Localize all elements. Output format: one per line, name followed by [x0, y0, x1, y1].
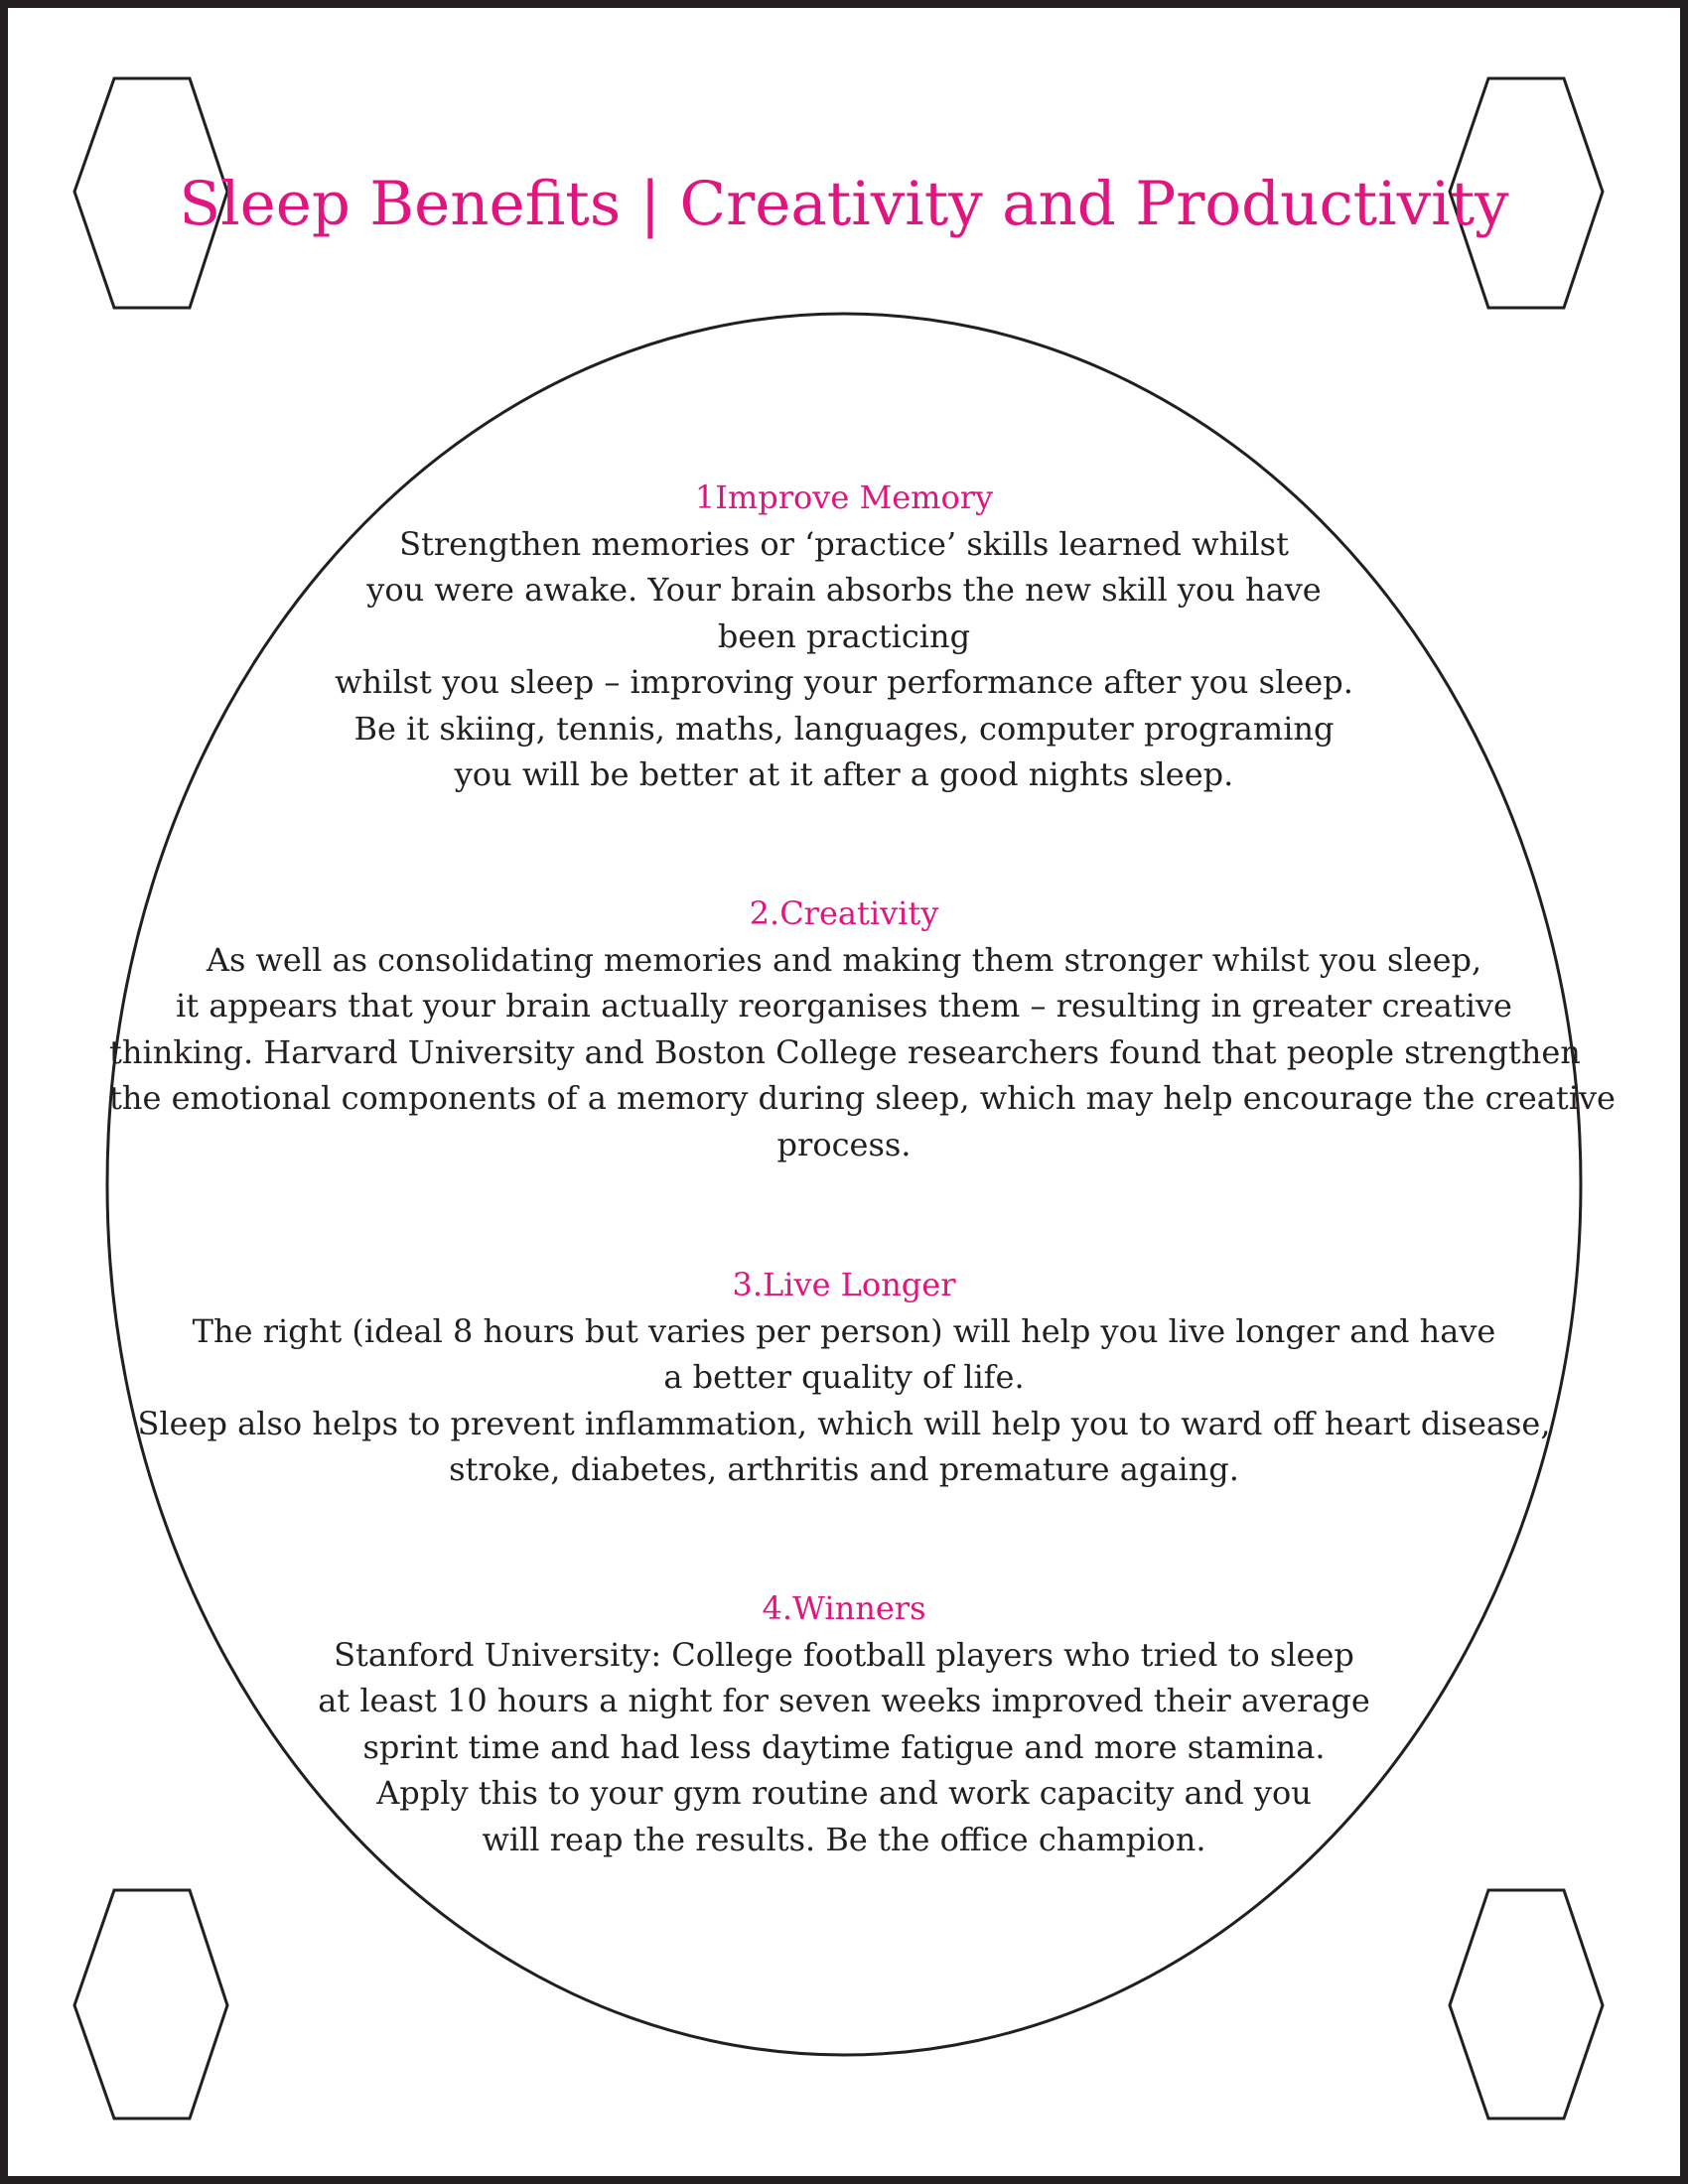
section-heading: 4.Winners: [762, 1589, 926, 1627]
body-line: Apply this to your gym routine and work capacity and you: [376, 1774, 1312, 1812]
body-line: you were awake. Your brain absorbs the new skill you have: [366, 571, 1322, 609]
hexagon-icon-bottom-right: [1450, 1890, 1603, 2118]
body-line: a better quality of life.: [663, 1358, 1025, 1396]
body-line: you will be better at it after a good nights sleep.: [454, 755, 1234, 793]
page-title: Sleep Benefits | Creativity and Productivity: [179, 169, 1509, 239]
body-line: As well as consolidating memories and making them stronger whilst you sleep,: [206, 940, 1482, 979]
section-heading: 1Improve Memory: [694, 478, 994, 516]
body-line: whilst you sleep – improving your performance after you sleep.: [335, 663, 1353, 701]
body-line: Sleep also helps to prevent inflammation, which will help you to ward off heart disease,: [137, 1404, 1551, 1442]
body-line: Stanford University: College football players who tried to sleep: [334, 1635, 1354, 1674]
body-line: Strengthen memories or ‘practice’ skills learned whilst: [399, 524, 1289, 563]
body-line: process.: [776, 1125, 912, 1163]
body-line: Be it skiing, tennis, maths, languages, computer programing: [353, 709, 1335, 748]
section-live-longer: [109, 1262, 1579, 1493]
section-heading: 2.Creativity: [749, 894, 939, 932]
body-line: the emotional components of a memory during sleep, which may help encourage the creative: [109, 1079, 1616, 1117]
body-line: been practicing: [717, 616, 971, 655]
section-winners: [109, 1585, 1579, 1862]
body-line: sprint time and had less daytime fatigue and more stamina.: [362, 1727, 1326, 1766]
body-line: at least 10 hours a night for seven weeks improved their average: [318, 1682, 1370, 1719]
section-improve-memory: [109, 475, 1579, 798]
body-line: will reap the results. Be the office champion.: [482, 1820, 1206, 1858]
body-line: The right (ideal 8 hours but varies per person) will help you live longer and have: [192, 1311, 1496, 1350]
body-line: thinking. Harvard University and Boston College researchers found that people strengthen: [109, 1032, 1581, 1071]
section-heading: 3.Live Longer: [732, 1266, 956, 1303]
body-line: stroke, diabetes, arthritis and premature againg.: [449, 1450, 1239, 1488]
hexagon-icon-bottom-left: [74, 1890, 227, 2118]
section-creativity: [109, 890, 1616, 1167]
body-line: it appears that your brain actually reorganises them – resulting in greater creative: [176, 987, 1512, 1024]
